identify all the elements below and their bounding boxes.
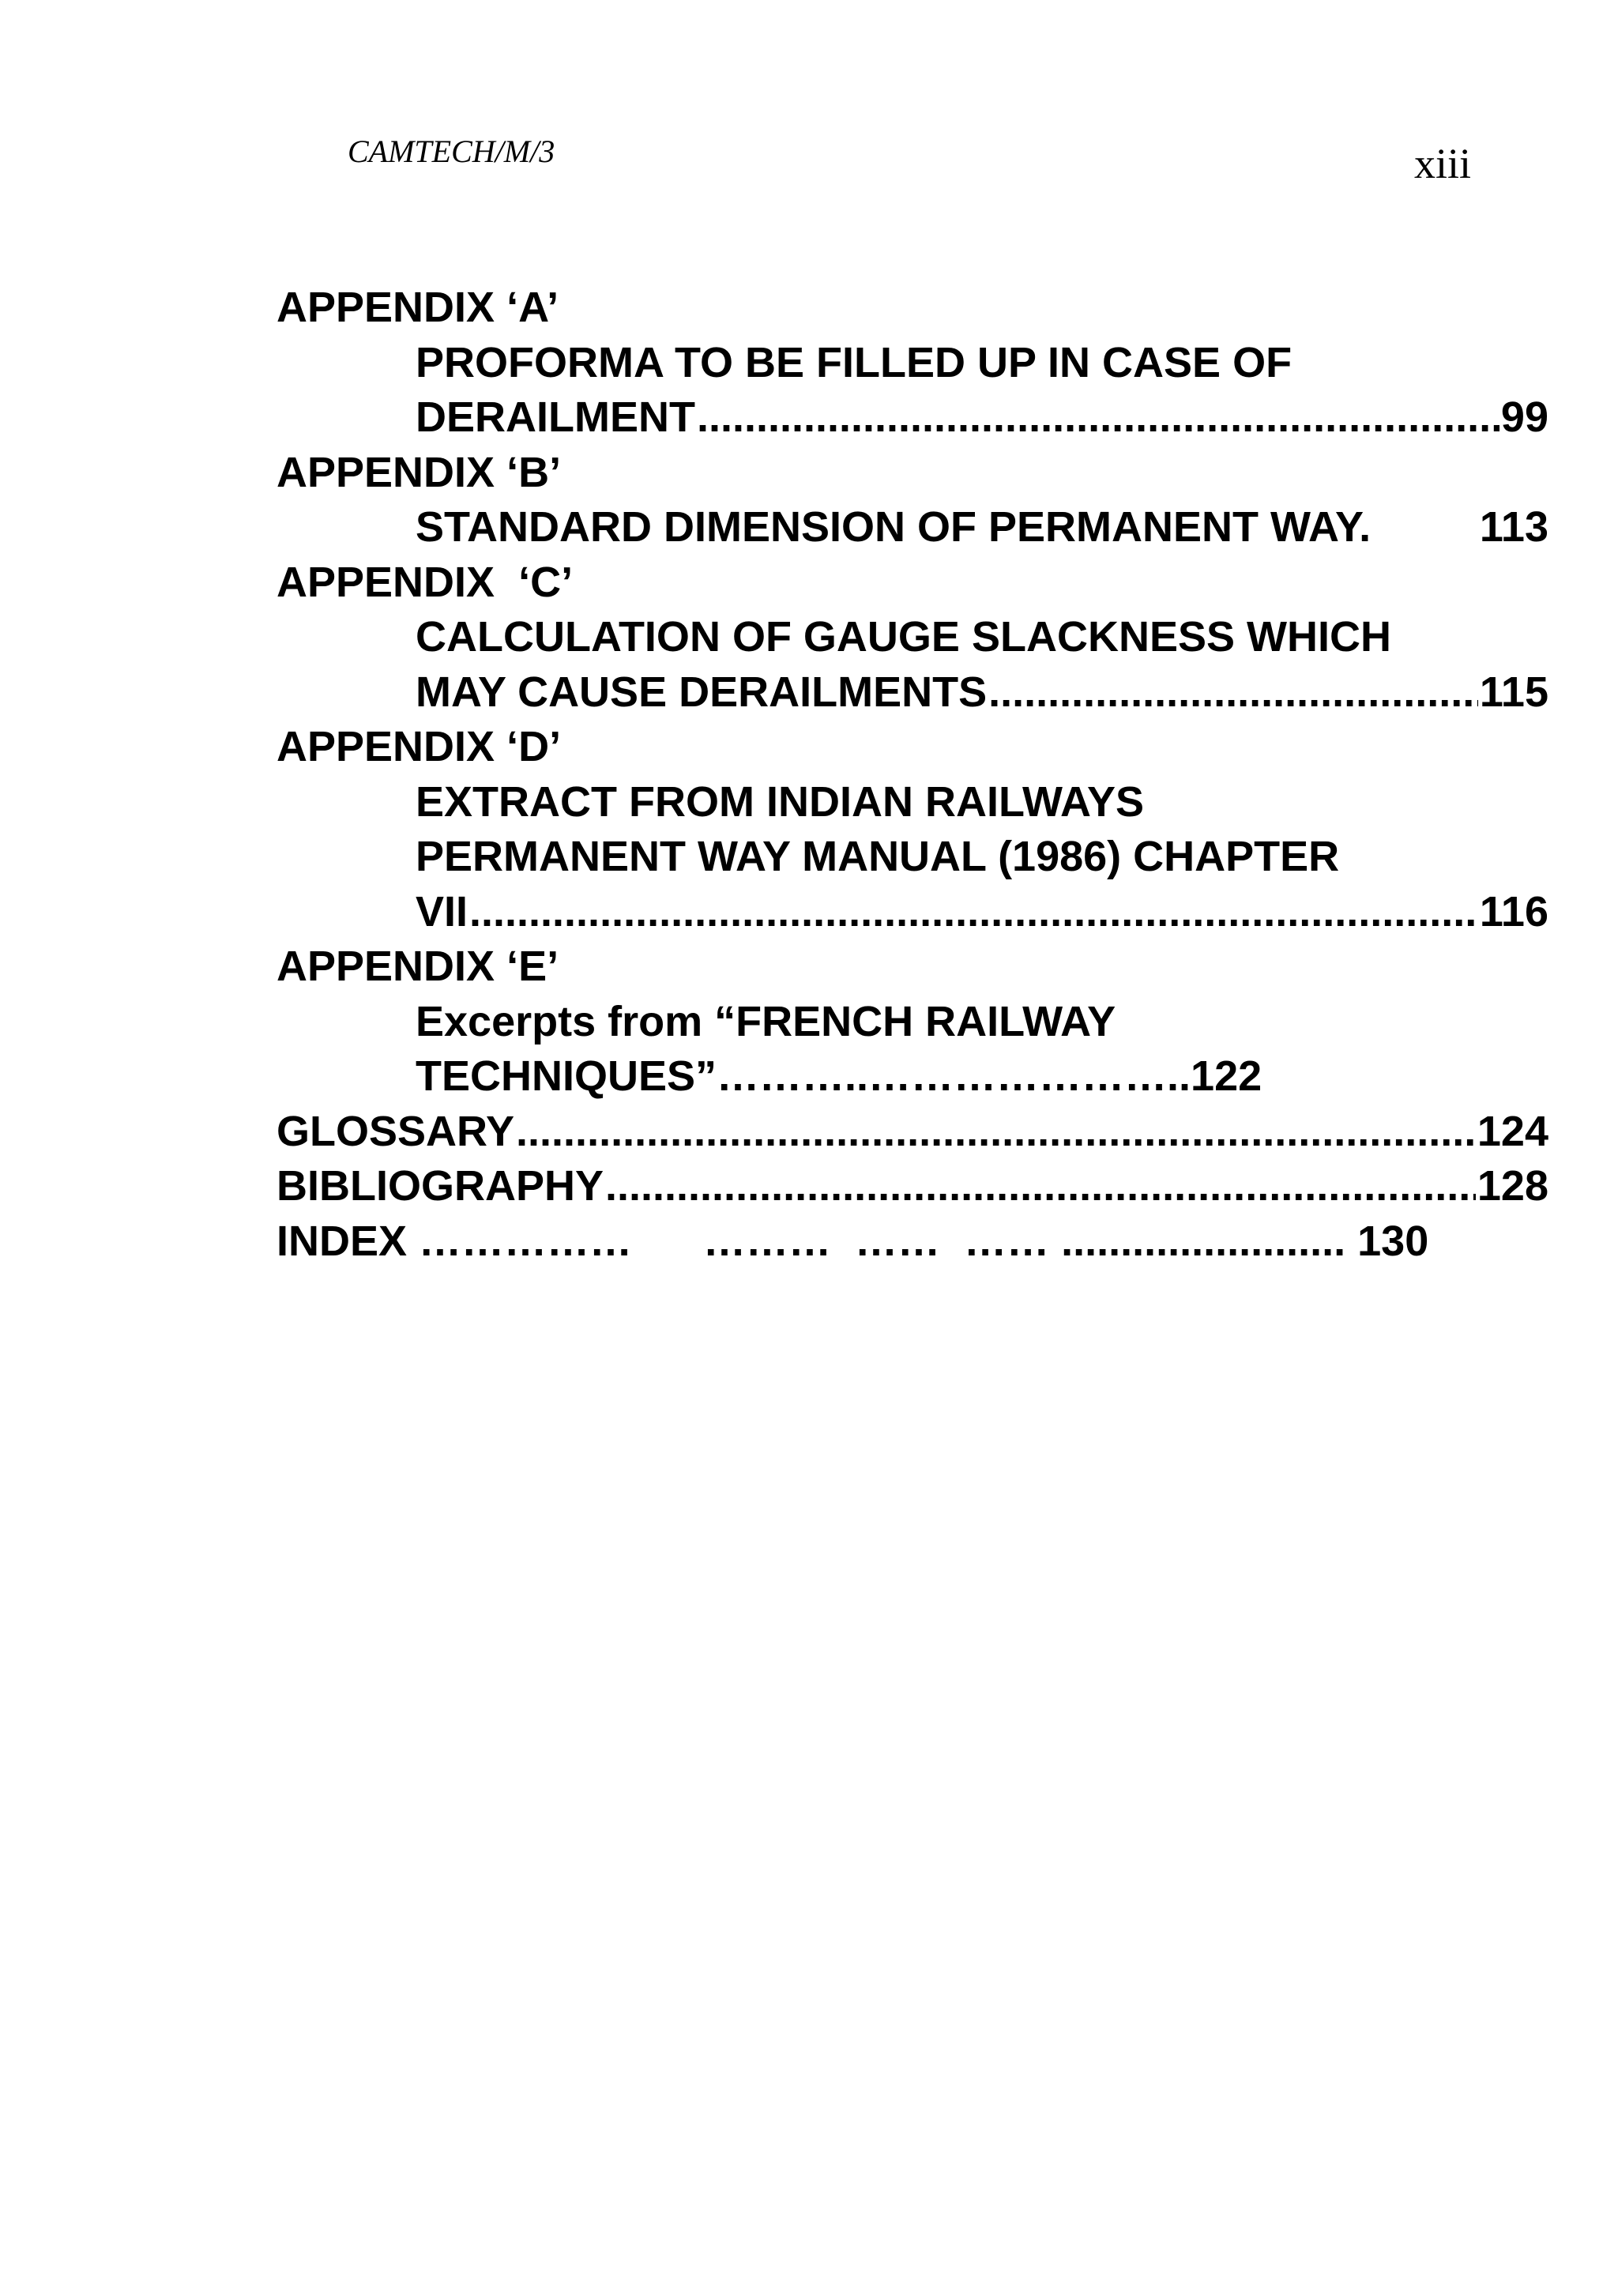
appendix-d-title-line3: VII [416, 887, 468, 935]
dot-leader [697, 390, 1499, 446]
bibliography-title: BIBLIOGRAPHY [277, 1162, 604, 1210]
index-entry[interactable]: INDEX …………… ……… …… …… ........................ 130 [277, 1217, 1429, 1265]
appendix-c-title-line1: CALCULATION OF GAUGE SLACKNESS WHICH [416, 613, 1391, 661]
appendix-d-title-line2: PERMANENT WAY MANUAL (1986) CHAPTER [416, 833, 1340, 880]
appendix-c-page: 115 [1479, 668, 1548, 716]
appendix-c-heading: APPENDIX ‘C’ [277, 558, 574, 606]
bibliography-page: 128 [1477, 1162, 1548, 1210]
appendix-a-heading: APPENDIX ‘A’ [277, 284, 559, 331]
appendix-a-title-line1: PROFORMA TO BE FILLED UP IN CASE OF [416, 338, 1293, 386]
appendix-a-title-line2: DERAILMENT [416, 393, 695, 441]
glossary-entry[interactable] [277, 1105, 1548, 1160]
appendix-d-entry[interactable] [277, 885, 1548, 940]
appendix-b-heading: APPENDIX ‘B’ [277, 448, 562, 496]
appendix-d-heading: APPENDIX ‘D’ [277, 723, 562, 770]
dot-leader [469, 885, 1478, 940]
table-of-contents [277, 280, 1548, 1269]
appendix-a-page: 99 [1500, 393, 1548, 441]
appendix-c-title-line2: MAY CAUSE DERAILMENTS [416, 668, 988, 716]
appendix-b-title-line1: STANDARD DIMENSION OF PERMANENT WAY. [416, 503, 1372, 551]
appendix-d-title-line1: EXTRACT FROM INDIAN RAILWAYS [416, 777, 1145, 826]
dot-leader [516, 1105, 1476, 1160]
document-code: CAMTECH/M/3 [348, 134, 555, 169]
appendix-c-entry[interactable] [277, 665, 1548, 721]
appendix-e-title-line1: Excerpts from “FRENCH RAILWAY [416, 997, 1116, 1045]
appendix-b-page: 113 [1479, 503, 1548, 551]
glossary-title: GLOSSARY [277, 1107, 515, 1155]
dot-leader [605, 1159, 1476, 1214]
glossary-page: 124 [1477, 1107, 1548, 1155]
dot-leader [988, 665, 1478, 721]
bibliography-entry[interactable] [277, 1159, 1548, 1214]
appendix-b-entry[interactable] [277, 500, 1548, 555]
appendix-e-entry[interactable]: TECHNIQUES”………..…………………..122 [416, 1052, 1262, 1100]
appendix-e-heading: APPENDIX ‘E’ [277, 943, 559, 990]
appendix-d-page: 116 [1479, 887, 1548, 935]
appendix-a-entry[interactable] [277, 390, 1548, 446]
page-number: xiii [1414, 140, 1472, 187]
